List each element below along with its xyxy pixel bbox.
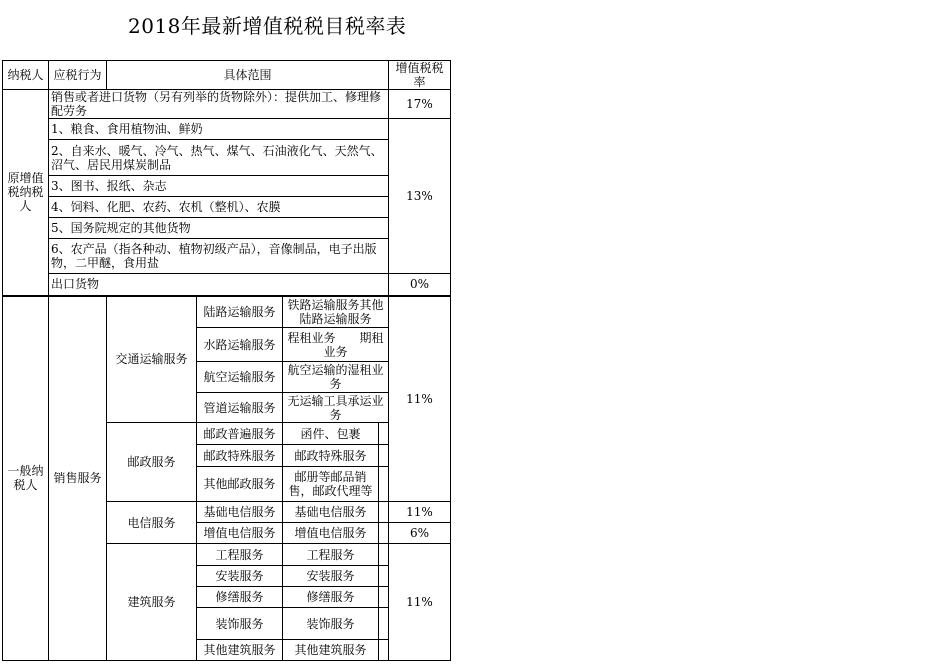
construction-sub-repair: 修缮服务 xyxy=(197,587,283,608)
behavior-sales-service: 销售服务 xyxy=(49,296,107,661)
construction-detail-decoration: 装饰服务 xyxy=(283,608,379,640)
construction-sub-decoration: 装饰服务 xyxy=(197,608,283,640)
postal-detail-universal: 函件、包裹 xyxy=(283,423,379,445)
postal-detail-special: 邮政特殊服务 xyxy=(283,445,379,467)
empty-cell xyxy=(379,423,389,445)
rate-0: 0% xyxy=(389,274,451,296)
original-row-7: 6、农产品（指各种动、植物初级产品），音像制品，电子出版物，二甲醚，食用盐 xyxy=(49,239,389,274)
postal-detail-other: 邮册等邮品销售，邮政代理等 xyxy=(283,467,379,502)
header-rate: 增值税税率 xyxy=(389,61,451,90)
construction-service: 建筑服务 xyxy=(107,544,197,661)
header-behavior: 应税行为 xyxy=(49,61,107,90)
empty-cell xyxy=(379,566,389,587)
empty-cell xyxy=(379,445,389,467)
empty-cell xyxy=(379,544,389,566)
transport-sub-water: 水路运输服务 xyxy=(197,328,283,362)
original-row-4: 3、图书、报纸、杂志 xyxy=(49,176,389,197)
empty-cell xyxy=(379,587,389,608)
empty-cell xyxy=(379,640,389,661)
header-taxpayer: 纳税人 xyxy=(3,61,49,90)
rate-transport-postal: 11% xyxy=(389,296,451,502)
original-row-6: 5、国务院规定的其他货物 xyxy=(49,218,389,239)
telecom-sub-basic: 基础电信服务 xyxy=(197,502,283,523)
transport-detail-land: 铁路运输服务其他陆路运输服务 xyxy=(283,296,389,328)
construction-detail-repair: 修缮服务 xyxy=(283,587,379,608)
original-row-5: 4、饲料、化肥、农药、农机（整机）、农膜 xyxy=(49,197,389,218)
page-title: 2018年最新增值税税目税率表 xyxy=(128,14,407,38)
empty-cell xyxy=(379,523,389,544)
rate-telecom-basic: 11% xyxy=(389,502,451,523)
original-row-3: 2、自来水、暖气、冷气、热气、煤气、石油液化气、天然气、沼气、居民用煤炭制品 xyxy=(49,140,389,176)
original-row-2: 1、粮食、食用植物油、鲜奶 xyxy=(49,119,389,140)
original-taxpayer-cell: 原增值税纳税人 xyxy=(3,90,49,296)
transport-sub-land: 陆路运输服务 xyxy=(197,296,283,328)
transport-sub-pipeline: 管道运输服务 xyxy=(197,393,283,423)
rate-telecom-value-added: 6% xyxy=(389,523,451,544)
header-scope: 具体范围 xyxy=(107,61,389,90)
construction-sub-installation: 安装服务 xyxy=(197,566,283,587)
transport-sub-air: 航空运输服务 xyxy=(197,362,283,393)
tax-rate-table xyxy=(2,60,451,661)
telecom-detail-basic: 基础电信服务 xyxy=(283,502,379,523)
rate-13: 13% xyxy=(389,119,451,274)
telecom-detail-value-added: 增值电信服务 xyxy=(283,523,379,544)
empty-cell xyxy=(379,608,389,640)
rate-17: 17% xyxy=(389,90,451,119)
telecom-service: 电信服务 xyxy=(107,502,197,544)
telecom-sub-value-added: 增值电信服务 xyxy=(197,523,283,544)
transport-detail-air: 航空运输的湿租业务 xyxy=(283,362,389,393)
postal-sub-special: 邮政特殊服务 xyxy=(197,445,283,467)
empty-cell xyxy=(379,502,389,523)
general-taxpayer-cell: 一般纳税人 xyxy=(3,296,49,661)
transport-detail-water: 程租业务 期租业务 xyxy=(283,328,389,362)
original-row-8: 出口货物 xyxy=(49,274,389,296)
transport-service: 交通运输服务 xyxy=(107,296,197,423)
transport-detail-pipeline: 无运输工具承运业务 xyxy=(283,393,389,423)
construction-sub-other: 其他建筑服务 xyxy=(197,640,283,661)
postal-service: 邮政服务 xyxy=(107,423,197,502)
postal-sub-other: 其他邮政服务 xyxy=(197,467,283,502)
empty-cell xyxy=(379,467,389,502)
postal-sub-universal: 邮政普遍服务 xyxy=(197,423,283,445)
construction-detail-installation: 安装服务 xyxy=(283,566,379,587)
original-row-1: 销售或者进口货物（另有列举的货物除外）：提供加工、修理修配劳务 xyxy=(49,90,389,119)
rate-construction: 11% xyxy=(389,544,451,661)
construction-detail-engineering: 工程服务 xyxy=(283,544,379,566)
construction-detail-other: 其他建筑服务 xyxy=(283,640,379,661)
construction-sub-engineering: 工程服务 xyxy=(197,544,283,566)
